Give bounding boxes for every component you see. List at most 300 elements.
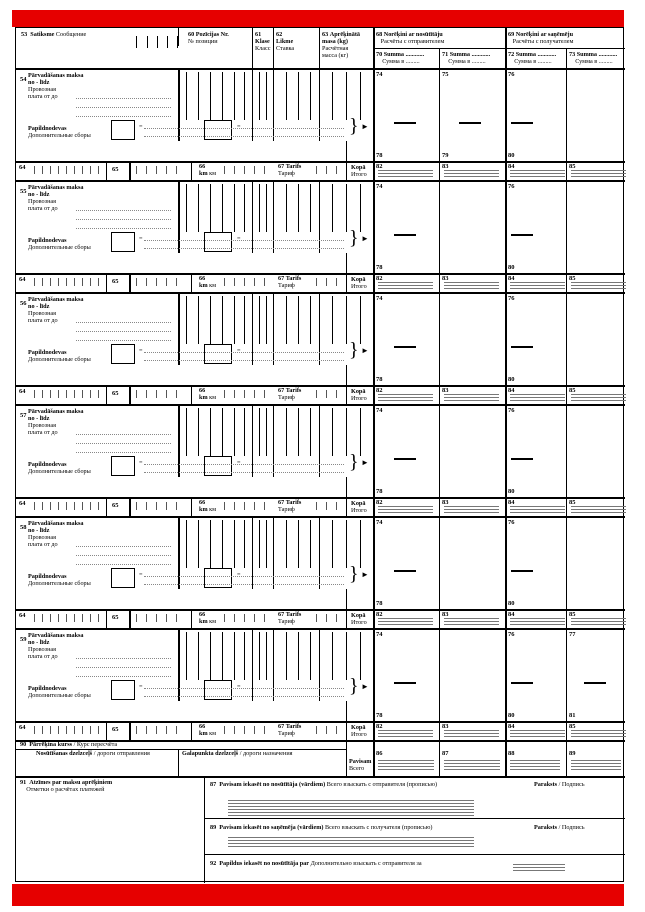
route-line[interactable] [76,210,171,211]
rule [191,497,192,516]
rule [16,721,625,723]
rule [210,72,211,120]
rule [273,404,274,477]
tick [244,614,245,622]
rule [252,68,253,141]
total-lines[interactable] [510,506,565,515]
block-number: 58 [20,524,27,531]
rule [286,296,287,344]
route-line[interactable] [76,658,171,659]
carriage-ru: Провозная плата от до [28,86,58,100]
tick [66,278,67,286]
field-83: 83 [442,387,449,394]
field-67: 67 Tarifs Тариф [278,723,302,737]
subtotal-3: 80 [508,712,515,719]
total-lines[interactable] [444,394,499,403]
rule [259,296,260,344]
tick [42,726,43,734]
route-line[interactable] [76,452,171,453]
tick [156,278,157,286]
field-86: 86 [376,750,383,757]
route-line[interactable] [76,546,171,547]
extra-fee-box[interactable] [204,232,232,252]
subtotal-2: 79 [442,152,449,159]
tick [82,502,83,510]
receiver-total-words-lines[interactable] [228,837,474,849]
extra-line[interactable] [144,696,344,697]
rule [332,296,333,344]
tick [156,390,157,398]
extra-fee-box[interactable] [111,568,135,588]
rule [273,628,274,701]
route-line[interactable] [76,107,171,108]
carriage-ru: Провозная плата от до [28,422,58,436]
rule [259,632,260,680]
eq-sign: = [139,123,143,130]
subtotal-3: 80 [508,264,515,271]
field-85: 85 [569,499,576,506]
tick [224,726,225,734]
field-61-label: 61 Klase Класс [255,31,271,52]
total-lines[interactable] [510,730,565,739]
rule [186,520,187,568]
traffic-input-boxes[interactable] [136,36,178,48]
extra-fees-label: Papildnodevas Дополнительные сборы [28,573,91,587]
amount-dash [394,682,416,684]
tick [176,390,177,398]
rule [244,184,245,232]
tick [50,166,51,174]
total-lines[interactable] [571,170,626,179]
tick [316,278,317,286]
tick [98,390,99,398]
rule [346,161,347,180]
tick [42,614,43,622]
rule [129,497,131,516]
tick [326,614,327,622]
extra-line[interactable] [144,136,344,137]
total-lines[interactable] [571,618,626,627]
money-cell-c: 76 [508,295,515,302]
tick [156,726,157,734]
rule [346,497,347,516]
total-lines[interactable] [378,170,433,179]
money-cell-d: 77 [569,631,576,638]
field-64: 64 [19,276,26,283]
rule [234,72,235,120]
extra-line[interactable] [144,472,344,473]
carriage-from: no - līdz [28,527,50,534]
tick [234,278,235,286]
rule [222,632,223,680]
rule [252,516,253,589]
rule [252,180,253,253]
rule [16,273,625,275]
tick [336,614,337,622]
tick [316,726,317,734]
money-cell-a: 74 [376,295,383,302]
extra-line[interactable] [144,240,344,241]
field-65: 65 [112,278,119,285]
route-line[interactable] [76,564,171,565]
tick [50,614,51,622]
tick [156,614,157,622]
rule [178,180,180,253]
rule [286,408,287,456]
tick [234,614,235,622]
route-line[interactable] [76,340,171,341]
tick [82,278,83,286]
tick [264,278,265,286]
extra-line[interactable] [144,128,344,129]
extra-fees-label: Papildnodevas Дополнительные сборы [28,125,91,139]
extra-fees-label: Papildnodevas Дополнительные сборы [28,461,91,475]
tick [316,166,317,174]
arrow: ► [361,458,369,467]
extra-fees-label: Papildnodevas Дополнительные сборы [28,349,91,363]
extra-fee-box[interactable] [111,344,135,364]
extra-line[interactable] [144,248,344,249]
carriage-lv: Pārvadāšanas maksa [28,520,84,527]
rule [210,408,211,456]
rule [346,721,347,740]
tick [136,502,137,510]
total-lines[interactable] [378,394,433,403]
carriage-lv: Pārvadāšanas maksa [28,184,84,191]
tick [166,502,167,510]
rule [259,520,260,568]
carriage-label [28,408,84,436]
field-83: 83 [442,275,449,282]
tick [224,502,225,510]
total-lines[interactable] [444,730,499,739]
rule [310,184,311,232]
tick [254,278,255,286]
field-85: 85 [569,275,576,282]
route-line[interactable] [76,219,171,220]
total-lines[interactable] [378,618,433,627]
route-line[interactable] [76,116,171,117]
total-lines[interactable] [378,506,433,515]
extra-line[interactable] [144,352,344,353]
rule [106,385,107,404]
extra-fee-box[interactable] [111,456,135,476]
money-cell-c: 76 [508,183,515,190]
rule [346,385,347,404]
rule [191,273,192,292]
tick [336,502,337,510]
rule [360,632,361,680]
total-lines[interactable] [571,730,626,739]
amount-dash [511,570,533,572]
route-line[interactable] [76,676,171,677]
block-number: 55 [20,188,27,195]
tick [66,614,67,622]
rule [332,184,333,232]
tick [234,502,235,510]
tick [58,502,59,510]
total-lines[interactable] [571,282,626,291]
rule [266,296,267,344]
rule [178,292,180,365]
rule [360,184,361,232]
tick [176,166,177,174]
extra-fee-box[interactable] [204,456,232,476]
total-lines[interactable] [510,394,565,403]
tick [146,166,147,174]
arrow: ► [361,234,369,243]
total-lines[interactable] [510,618,565,627]
tick [336,726,337,734]
tick [74,614,75,622]
tick [166,614,167,622]
tick [82,726,83,734]
rule [16,497,625,499]
route-line[interactable] [76,331,171,332]
field-66: 66 km км [199,723,217,737]
rule [373,292,375,404]
brace: } [349,339,359,361]
total-lines[interactable] [571,506,626,515]
rule [373,628,375,740]
carriage-label [28,520,84,548]
total-lines[interactable] [378,282,433,291]
route-line[interactable] [76,667,171,668]
rule [566,516,567,628]
route-line[interactable] [76,322,171,323]
carriage-from: no - līdz [28,639,50,646]
rule [286,72,287,120]
departure-railway-label: Nosūtīšanas dzelzceļš / дороги отправления [36,750,150,757]
rule [129,161,131,180]
field-total: Kopā Итого [351,388,367,402]
rule [319,180,320,253]
extra-fee-box[interactable] [111,232,135,252]
eq-sign: = [237,459,241,466]
tick [90,614,91,622]
total-lines[interactable] [444,506,499,515]
total-lines[interactable] [510,170,565,179]
tick [336,390,337,398]
carriage-ru: Провозная плата от до [28,534,58,548]
field-65: 65 [112,390,119,397]
field-89-words-label: 89 Pavisam iekasēt no saņēmēja (vārdiem) Всего взыскать с получателя (прописью) [210,824,433,831]
extra-line[interactable] [144,688,344,689]
tick [156,166,157,174]
field-84: 84 [508,387,515,394]
field-total: Kopā Итого [351,276,367,290]
tick [34,502,35,510]
rule [16,628,625,630]
extra-line[interactable] [144,360,344,361]
rule [198,632,199,680]
field-67: 67 Tarifs Тариф [278,275,302,289]
top-red-bar [12,10,624,27]
tick [98,614,99,622]
money-cell-a: 74 [376,71,383,78]
tick [34,614,35,622]
rule [198,408,199,456]
rule [298,632,299,680]
rule [332,520,333,568]
rule [346,520,347,568]
tick [90,278,91,286]
tick [74,278,75,286]
arrow: ► [361,570,369,579]
rule [346,296,347,344]
field-60-label: 60 Pozīcijas Nr. № позиции [188,31,229,45]
total-lines[interactable] [510,282,565,291]
rule [439,516,440,628]
tick [166,278,167,286]
amount-dash [394,458,416,460]
route-line[interactable] [76,98,171,99]
tick [98,278,99,286]
brace: } [349,675,359,697]
subtotal-3: 80 [508,376,515,383]
extra-fee-box[interactable] [204,680,232,700]
tick [224,278,225,286]
rule [566,628,567,740]
brace: } [349,115,359,137]
tick [234,726,235,734]
field-65: 65 [112,726,119,733]
rule [191,161,192,180]
tick [244,502,245,510]
rule [186,184,187,232]
extra-fee-box[interactable] [204,568,232,588]
carriage-from: no - līdz [28,79,50,86]
total-lines[interactable] [571,394,626,403]
rule [298,296,299,344]
carriage-from: no - līdz [28,191,50,198]
additional-charge-lines[interactable] [513,864,565,873]
rule [373,68,375,180]
field-82: 82 [376,723,383,730]
carriage-label [28,72,84,100]
signature-label-2: Paraksts / Подпись [534,824,585,831]
rule [16,385,625,387]
carriage-from: no - līdz [28,303,50,310]
subtotal-1: 78 [376,264,383,271]
tick [264,390,265,398]
rule [191,609,192,628]
route-line[interactable] [76,443,171,444]
rule [244,632,245,680]
field-66: 66 km км [199,387,217,401]
rule [106,273,107,292]
rule [210,632,211,680]
tick [326,278,327,286]
rule [252,292,253,365]
rule [266,408,267,456]
tick [34,726,35,734]
rule [319,516,320,589]
rule [16,404,625,406]
field-65: 65 [112,614,119,621]
sender-total-words-lines[interactable] [228,800,474,818]
extra-fee-box[interactable] [111,120,135,140]
tick [136,166,137,174]
extra-line[interactable] [144,576,344,577]
rule [234,520,235,568]
tick [146,278,147,286]
rule [191,385,192,404]
rule [259,408,260,456]
extra-fee-box[interactable] [111,680,135,700]
carriage-lv: Pārvadāšanas maksa [28,632,84,639]
carriage-label [28,184,84,212]
total-lines[interactable] [444,618,499,627]
rule [286,520,287,568]
route-line[interactable] [76,555,171,556]
tick [136,614,137,622]
brace: } [349,227,359,249]
tick [244,726,245,734]
field-83: 83 [442,723,449,730]
field-total: Kopā Итого [351,724,367,738]
extra-fee-box[interactable] [204,120,232,140]
field-82: 82 [376,387,383,394]
tick [90,502,91,510]
subtotal-1: 78 [376,600,383,607]
rule [346,273,347,292]
tick [146,390,147,398]
field-73-label: 73 Summa ............ Сумма в ......... [569,51,618,65]
total-lines[interactable] [378,730,433,739]
fee-calculation-form [15,27,624,882]
tick [254,614,255,622]
extra-line[interactable] [144,584,344,585]
field-87-words-label: 87 Pavisam iekasēt no nosūtītāja (vārdiem) Всего взыскать с отправителя (прописью) [210,781,438,788]
tick [224,390,225,398]
field-84: 84 [508,611,515,618]
tick [264,166,265,174]
field-83: 83 [442,611,449,618]
field-82: 82 [376,163,383,170]
extra-fee-box[interactable] [204,344,232,364]
eq-sign: = [237,571,241,578]
field-91-label: 91 Atzīmes par maksu aprēķiniem Отметки о расчётах платежей [20,779,113,793]
rule [346,184,347,232]
rule [439,292,440,404]
route-line[interactable] [76,228,171,229]
tick [166,726,167,734]
field-total: Kopā Итого [351,612,367,626]
rule [310,632,311,680]
total-lines[interactable] [444,170,499,179]
field-67: 67 Tarifs Тариф [278,611,302,625]
block-number: 59 [20,636,27,643]
extra-line[interactable] [144,464,344,465]
field-53-label: 53 Satiksme Сообщение [21,31,87,38]
rule [346,408,347,456]
rule [222,520,223,568]
total-lines[interactable] [444,282,499,291]
subtotal-1: 78 [376,376,383,383]
rule [505,68,507,180]
route-line[interactable] [76,434,171,435]
tick [176,278,177,286]
field-85: 85 [569,611,576,618]
eq-sign: = [237,347,241,354]
field-64: 64 [19,500,26,507]
field-88: 88 [508,750,515,757]
rule [346,632,347,680]
rule [178,628,180,701]
tick [254,166,255,174]
rule [266,632,267,680]
